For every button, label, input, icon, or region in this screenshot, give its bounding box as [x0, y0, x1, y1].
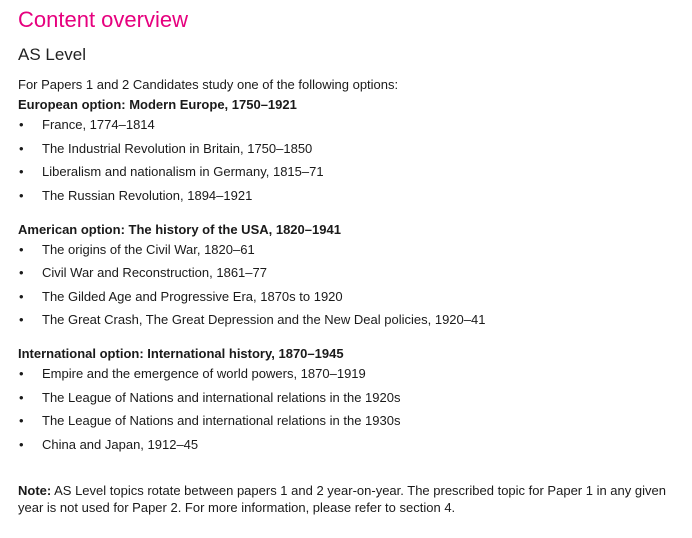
topic-list-item: [18, 390, 682, 406]
topic-list-item: [18, 413, 682, 429]
page-title: Content overview: [18, 7, 188, 32]
bullet-icon: •: [19, 366, 24, 381]
topic-list-item: [18, 164, 682, 180]
topic-text: Empire and the emergence of world powers, 1870–1919: [42, 366, 366, 381]
bullet-icon: •: [19, 265, 24, 280]
page-subtitle: AS Level: [18, 45, 87, 64]
topic-list-item: [18, 312, 682, 328]
bullet-icon: •: [19, 164, 24, 179]
note-text: AS Level topics rotate between papers 1 and 2 year-on-year. The prescribed topic for Paper 1 in any given year is not used for Paper 2. For more information, please refer to section 4.: [18, 482, 666, 515]
topic-text: The origins of the Civil War, 1820–61: [42, 241, 255, 257]
topic-list-item: [18, 141, 682, 157]
option-section: [18, 221, 682, 329]
bullet-icon: •: [19, 187, 24, 203]
options-list: [18, 96, 682, 453]
topic-text: The Great Crash, The Great Depression and the New Deal policies, 1920–41: [42, 312, 486, 327]
bullet-icon: •: [19, 241, 24, 257]
option-heading: American option: The history of the USA, 1820–1941: [18, 221, 341, 237]
topic-list-item: [18, 265, 682, 281]
topic-text: Civil War and Reconstruction, 1861–77: [42, 265, 267, 280]
topic-list-item: [18, 437, 682, 453]
intro-text: For Papers 1 and 2 Candidates study one of the following options:: [18, 77, 399, 92]
bullet-icon: •: [19, 288, 24, 304]
topic-text: The Industrial Revolution in Britain, 1750–1850: [42, 140, 313, 156]
topic-text: France, 1774–1814: [42, 117, 155, 132]
topic-text: The League of Nations and international relations in the 1920s: [42, 389, 401, 405]
topic-list-item: [18, 117, 682, 133]
topic-list-item: [18, 242, 682, 258]
option-heading: International option: International history, 1870–1945: [18, 346, 344, 361]
topic-text: The League of Nations and international relations in the 1930s: [42, 413, 401, 428]
bullet-icon: •: [19, 413, 24, 428]
option-heading: European option: Modern Europe, 1750–1921: [18, 97, 297, 112]
bullet-icon: •: [19, 436, 24, 452]
topic-text: Liberalism and nationalism in Germany, 1815–71: [42, 164, 324, 179]
option-section: [18, 345, 682, 453]
note-label: Note:: [18, 482, 52, 498]
topic-list: [18, 366, 682, 453]
bullet-icon: •: [19, 117, 24, 132]
note-paragraph: [18, 482, 686, 516]
bullet-icon: •: [19, 312, 24, 327]
topic-text: China and Japan, 1912–45: [42, 436, 199, 452]
topic-list: [18, 242, 682, 329]
bullet-icon: •: [19, 140, 24, 156]
topic-list-item: [18, 289, 682, 305]
topic-text: The Gilded Age and Progressive Era, 1870s to 1920: [42, 288, 343, 304]
topic-list-item: [18, 188, 682, 204]
option-section: [18, 96, 682, 204]
topic-list: [18, 117, 682, 204]
topic-list-item: [18, 366, 682, 382]
topic-text: The Russian Revolution, 1894–1921: [42, 187, 253, 203]
bullet-icon: •: [19, 389, 24, 405]
